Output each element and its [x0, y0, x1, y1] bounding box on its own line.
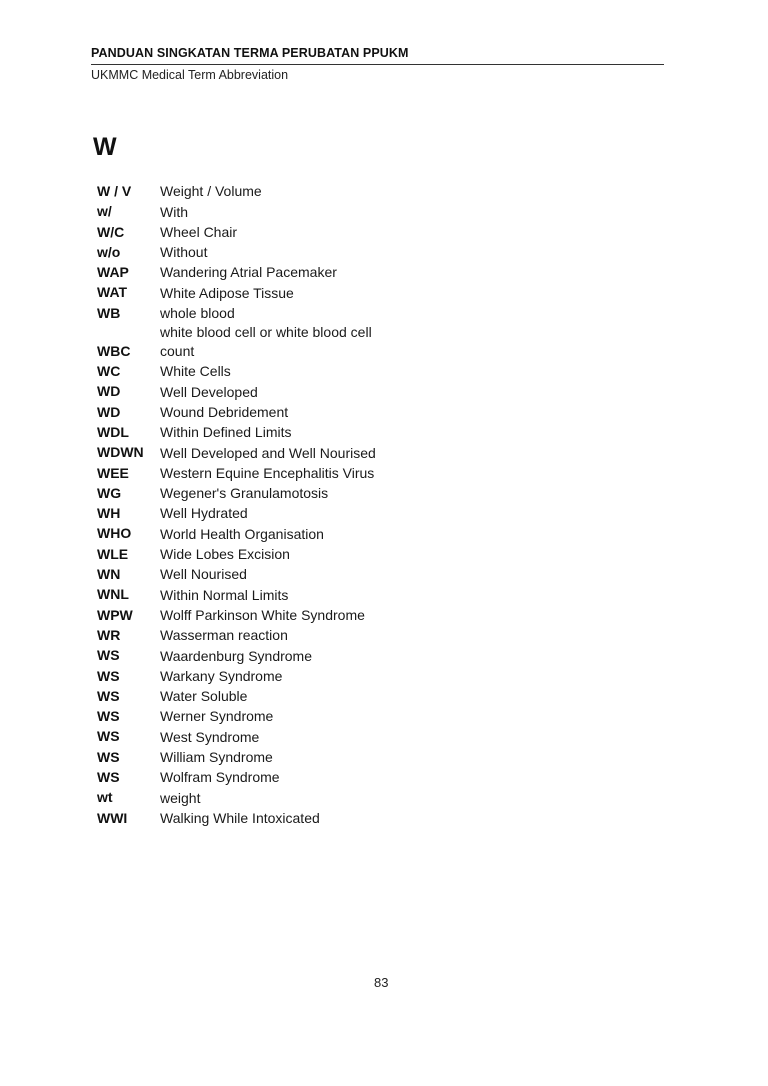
abbreviation-entry: [97, 726, 417, 746]
document-header-title: PANDUAN SINGKATAN TERMA PERUBATAN PPUKM: [91, 46, 409, 60]
abbreviation-entry: [97, 262, 417, 282]
abbreviation-term: W/C: [97, 223, 125, 240]
abbreviation-meaning: Within Defined Limits: [160, 424, 292, 441]
abbreviation-term: wt: [97, 789, 113, 806]
abbreviation-meaning: Warkany Syndrome: [160, 667, 283, 684]
abbreviation-entry: [97, 282, 417, 302]
abbreviation-meaning: Well Nourised: [160, 566, 247, 583]
abbreviation-meaning: Western Equine Encephalitis Virus: [160, 464, 375, 481]
abbreviation-term: WAT: [97, 284, 128, 301]
abbreviation-entry: [97, 625, 417, 645]
abbreviation-entry: [97, 422, 417, 442]
abbreviation-entry: [97, 483, 417, 503]
abbreviation-meaning: Water Soluble: [160, 688, 248, 705]
abbreviation-term: WR: [97, 626, 121, 643]
abbreviation-meaning: Wolff Parkinson White Syndrome: [160, 606, 365, 623]
abbreviation-entry: [97, 544, 417, 564]
abbreviation-meaning: Waardenburg Syndrome: [160, 647, 313, 664]
abbreviation-term: WAP: [97, 264, 129, 281]
abbreviation-term: WHO: [97, 525, 132, 542]
abbreviation-list: [97, 181, 417, 828]
abbreviation-entry: [97, 706, 417, 726]
header-divider: [91, 64, 664, 65]
abbreviation-meaning: White Adipose Tissue: [160, 284, 294, 301]
abbreviation-meaning: White Cells: [160, 363, 231, 380]
abbreviation-entry: [97, 242, 417, 262]
abbreviation-meaning: Werner Syndrome: [160, 708, 274, 725]
abbreviation-term: WDWN: [97, 444, 144, 461]
abbreviation-entry: [97, 503, 417, 523]
abbreviation-meaning: Wheel Chair: [160, 223, 238, 240]
abbreviation-meaning: Wegener's Granulamotosis: [160, 485, 329, 502]
abbreviation-meaning: Weight / Volume: [160, 183, 262, 200]
abbreviation-entry: [97, 666, 417, 686]
abbreviation-entry: [97, 463, 417, 483]
abbreviation-term: W / V: [97, 183, 132, 199]
abbreviation-entry: [97, 747, 417, 767]
abbreviation-entry: [97, 523, 417, 543]
abbreviation-entry: [97, 303, 417, 323]
page-number: 83: [374, 975, 389, 990]
abbreviation-term: WBC: [97, 343, 131, 360]
abbreviation-term: w/o: [97, 243, 121, 260]
abbreviation-term: WG: [97, 484, 122, 501]
abbreviation-entry: [97, 808, 417, 828]
abbreviation-meaning: Well Developed and Well Nourised: [160, 444, 376, 461]
abbreviation-entry: [97, 442, 417, 462]
abbreviation-term: WPW: [97, 606, 133, 623]
abbreviation-entry: [97, 381, 417, 401]
abbreviation-term: WNL: [97, 586, 129, 603]
abbreviation-meaning: Wasserman reaction: [160, 627, 288, 644]
abbreviation-meaning: weight: [160, 789, 201, 806]
abbreviation-meaning: Without: [160, 244, 208, 261]
abbreviation-entry: [97, 361, 417, 381]
abbreviation-entry: [97, 645, 417, 665]
abbreviation-term: WD: [97, 403, 121, 420]
abbreviation-meaning: World Health Organisation: [160, 525, 324, 542]
abbreviation-entry: [97, 767, 417, 787]
abbreviation-entry: [97, 222, 417, 242]
abbreviation-meaning: white blood cell or white blood cell count: [160, 324, 372, 360]
abbreviation-term: WS: [97, 728, 120, 745]
abbreviation-term: WD: [97, 383, 121, 400]
abbreviation-entry: [97, 181, 417, 201]
abbreviation-meaning: Well Hydrated: [160, 505, 248, 522]
abbreviation-entry: [97, 605, 417, 625]
abbreviation-term: WWI: [97, 809, 128, 826]
abbreviation-entry: [97, 686, 417, 706]
abbreviation-meaning: William Syndrome: [160, 749, 273, 766]
abbreviation-entry: [97, 201, 417, 221]
abbreviation-term: WS: [97, 687, 120, 704]
abbreviation-entry: [97, 584, 417, 604]
abbreviation-term: WS: [97, 667, 120, 684]
abbreviation-term: WS: [97, 748, 120, 765]
abbreviation-term: WLE: [97, 545, 129, 562]
abbreviation-term: WC: [97, 363, 121, 380]
abbreviation-meaning: Within Normal Limits: [160, 586, 289, 603]
abbreviation-meaning: Wandering Atrial Pacemaker: [160, 264, 337, 281]
abbreviation-term: WN: [97, 566, 121, 583]
abbreviation-meaning: Wolfram Syndrome: [160, 769, 280, 786]
abbreviation-term: WS: [97, 708, 120, 725]
abbreviation-meaning: Well Developed: [160, 383, 258, 400]
abbreviation-term: WS: [97, 647, 120, 664]
abbreviation-term: WS: [97, 769, 120, 786]
abbreviation-term: WEE: [97, 464, 129, 481]
abbreviation-term: w/: [97, 203, 112, 220]
abbreviation-meaning: West Syndrome: [160, 728, 260, 745]
abbreviation-term: WB: [97, 304, 121, 321]
document-header-subtitle: UKMMC Medical Term Abbreviation: [91, 68, 289, 82]
abbreviation-entry: [97, 402, 417, 422]
abbreviation-meaning: Wide Lobes Excision: [160, 546, 290, 563]
section-heading-letter: W: [93, 133, 117, 161]
abbreviation-entry: [97, 564, 417, 584]
abbreviation-entry: [97, 787, 417, 807]
abbreviation-term: WDL: [97, 423, 129, 440]
abbreviation-term: WH: [97, 505, 121, 522]
abbreviation-meaning: With: [160, 203, 188, 220]
abbreviation-entry: [97, 323, 417, 361]
abbreviation-meaning: whole blood: [160, 305, 235, 322]
abbreviation-meaning: Wound Debridement: [160, 403, 289, 420]
abbreviation-meaning: Walking While Intoxicated: [160, 809, 320, 826]
